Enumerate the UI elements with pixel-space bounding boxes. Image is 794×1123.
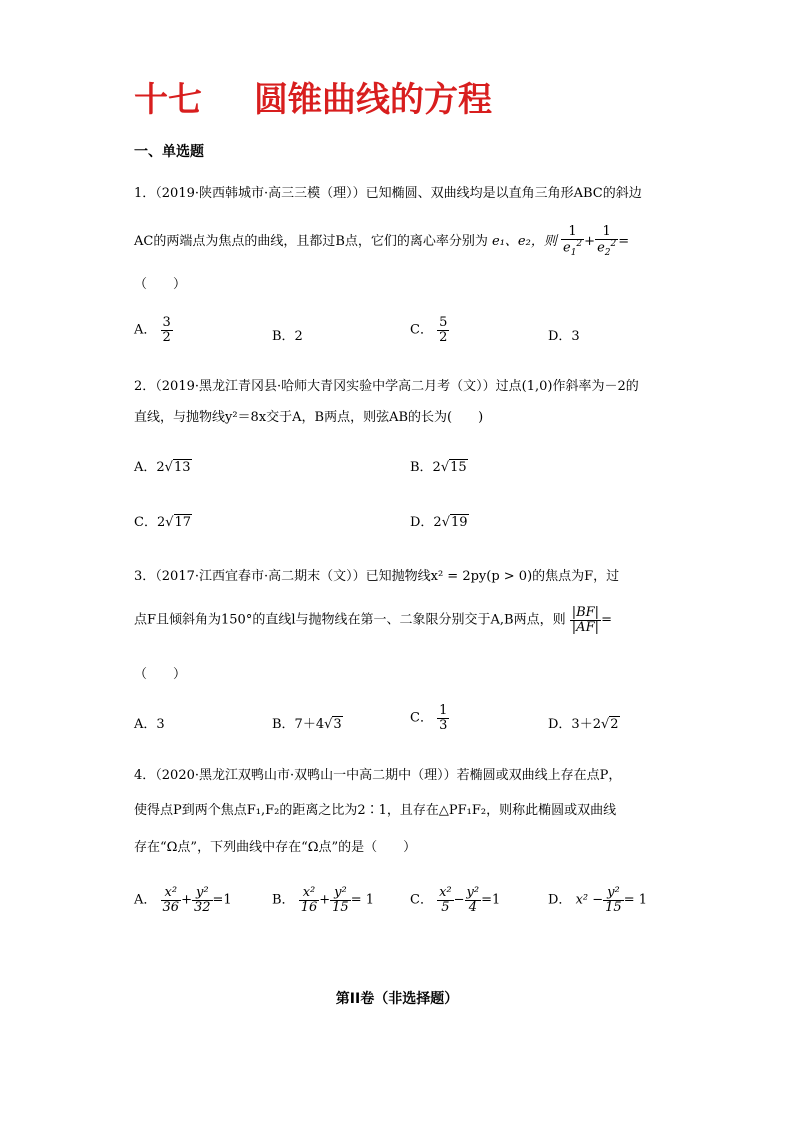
q1-option-a — [134, 316, 173, 344]
q3-line2-text: 点F且倾斜角为150°的直线l与抛物线在第一、二象限分别交于A,B两点，则 — [134, 612, 566, 628]
q1-line1: 1．（2019·陕西韩城市·高三三模（理））已知椭圆、双曲线均是以直角三角形ABC的斜边 — [134, 186, 642, 201]
q3-line2 — [134, 606, 612, 634]
q4-option-d: D． x² − $\frac{\text{y²}}{15}$ = 1 — [548, 885, 647, 915]
q4-option-c: C． $\frac{\text{x²}}{5}$ − $\frac{\text{y²}}{4}$ =1 — [410, 885, 501, 915]
q4-line2: 使得点P到两个焦点F₁,F₂的距离之比为2∶1，且存在△PF₁F₂，则称此椭圆或双曲线 — [134, 803, 617, 818]
q1-equals: = — [618, 234, 630, 249]
q1-option-a-frac: $\frac{3}{2}$ — [162, 315, 171, 345]
q3-option-b: B．7＋4√3 — [272, 717, 342, 732]
q1-frac-1: $\frac{1}{e_1^2}$ — [562, 224, 583, 258]
q1-option-c — [410, 316, 449, 344]
part-ii-heading: 第II卷（非选择题） — [335, 991, 459, 1007]
q1-option-d: D．3 — [548, 329, 580, 344]
q4-option-a: A． $\frac{\text{x²}}{36}$ + $\frac{\text{y²}}{32}$ =1 — [134, 885, 232, 915]
q2-option-a: A．2√13 — [134, 460, 191, 475]
q3-option-a: A．3 — [134, 717, 165, 732]
q2-option-b: B．2√15 — [410, 460, 467, 475]
chapter-number: 十七 — [134, 80, 202, 120]
q3-line1: 3．（2017·江西宜春市·高二期末（文））已知抛物线x² = 2py(p > 0)的焦点为F，过 — [134, 569, 620, 584]
q3-ratio-frac: $\frac{|BF|}{|AF|}$ — [571, 605, 600, 635]
q1-option-c-frac: $\frac{5}{2}$ — [439, 315, 448, 345]
q3-option-d: D．3＋2√2 — [548, 717, 619, 732]
q4-option-b: B． $\frac{\text{x²}}{16}$ + $\frac{\text{y²}}{15}$ = 1 — [272, 885, 374, 915]
q1-eccentricities: e₁、e₂，则 — [492, 234, 557, 249]
q2-option-d: D．2√19 — [410, 515, 468, 530]
q3-paren: （ ） — [134, 667, 187, 682]
chapter-title: 圆锥曲线的方程 — [254, 80, 492, 120]
q1-line2-text: AC的两端点为焦点的曲线，且都过B点，它们的离心率分别为 — [134, 234, 488, 249]
q2-line1: 2．（2019·黑龙江青冈县·哈师大青冈实验中学高二月考（文））过点(1,0)作斜率为－2的 — [134, 379, 639, 394]
q4-line1: 4．（2020·黑龙江双鸭山市·双鸭山一中高二期中（理））若椭圆或双曲线上存在点P， — [134, 768, 622, 783]
q3-option-c: C． $\frac{1}{3}$ — [410, 703, 448, 733]
q1-option-c-label: C． — [410, 322, 433, 338]
q1-frac-2: $\frac{1}{e_2^2}$ — [597, 224, 617, 258]
q3-equals: = — [601, 612, 612, 628]
q1-option-b: B．2 — [272, 329, 303, 344]
q1-line2: AC的两端点为焦点的曲线，且都过B点，它们的离心率分别为 e₁、e₂，则 $\frac{1}{e_1^2}$ + $\frac{1}{e_2^2}$ = — [134, 224, 630, 258]
q2-line2: 直线，与抛物线y²＝8x交于A，B两点，则弦AB的长为( ) — [134, 410, 484, 425]
q2-option-c: C．2√17 — [134, 515, 192, 530]
section-heading: 一、单选题 — [134, 144, 204, 160]
q4-line3: 存在“Ω点”，下列曲线中存在“Ω点”的是（ ） — [134, 840, 417, 855]
q3-option-c-frac: $\frac{1}{3}$ — [439, 703, 448, 733]
q1-option-a-label: A． — [134, 322, 157, 338]
q1-paren: （ ） — [134, 277, 187, 292]
